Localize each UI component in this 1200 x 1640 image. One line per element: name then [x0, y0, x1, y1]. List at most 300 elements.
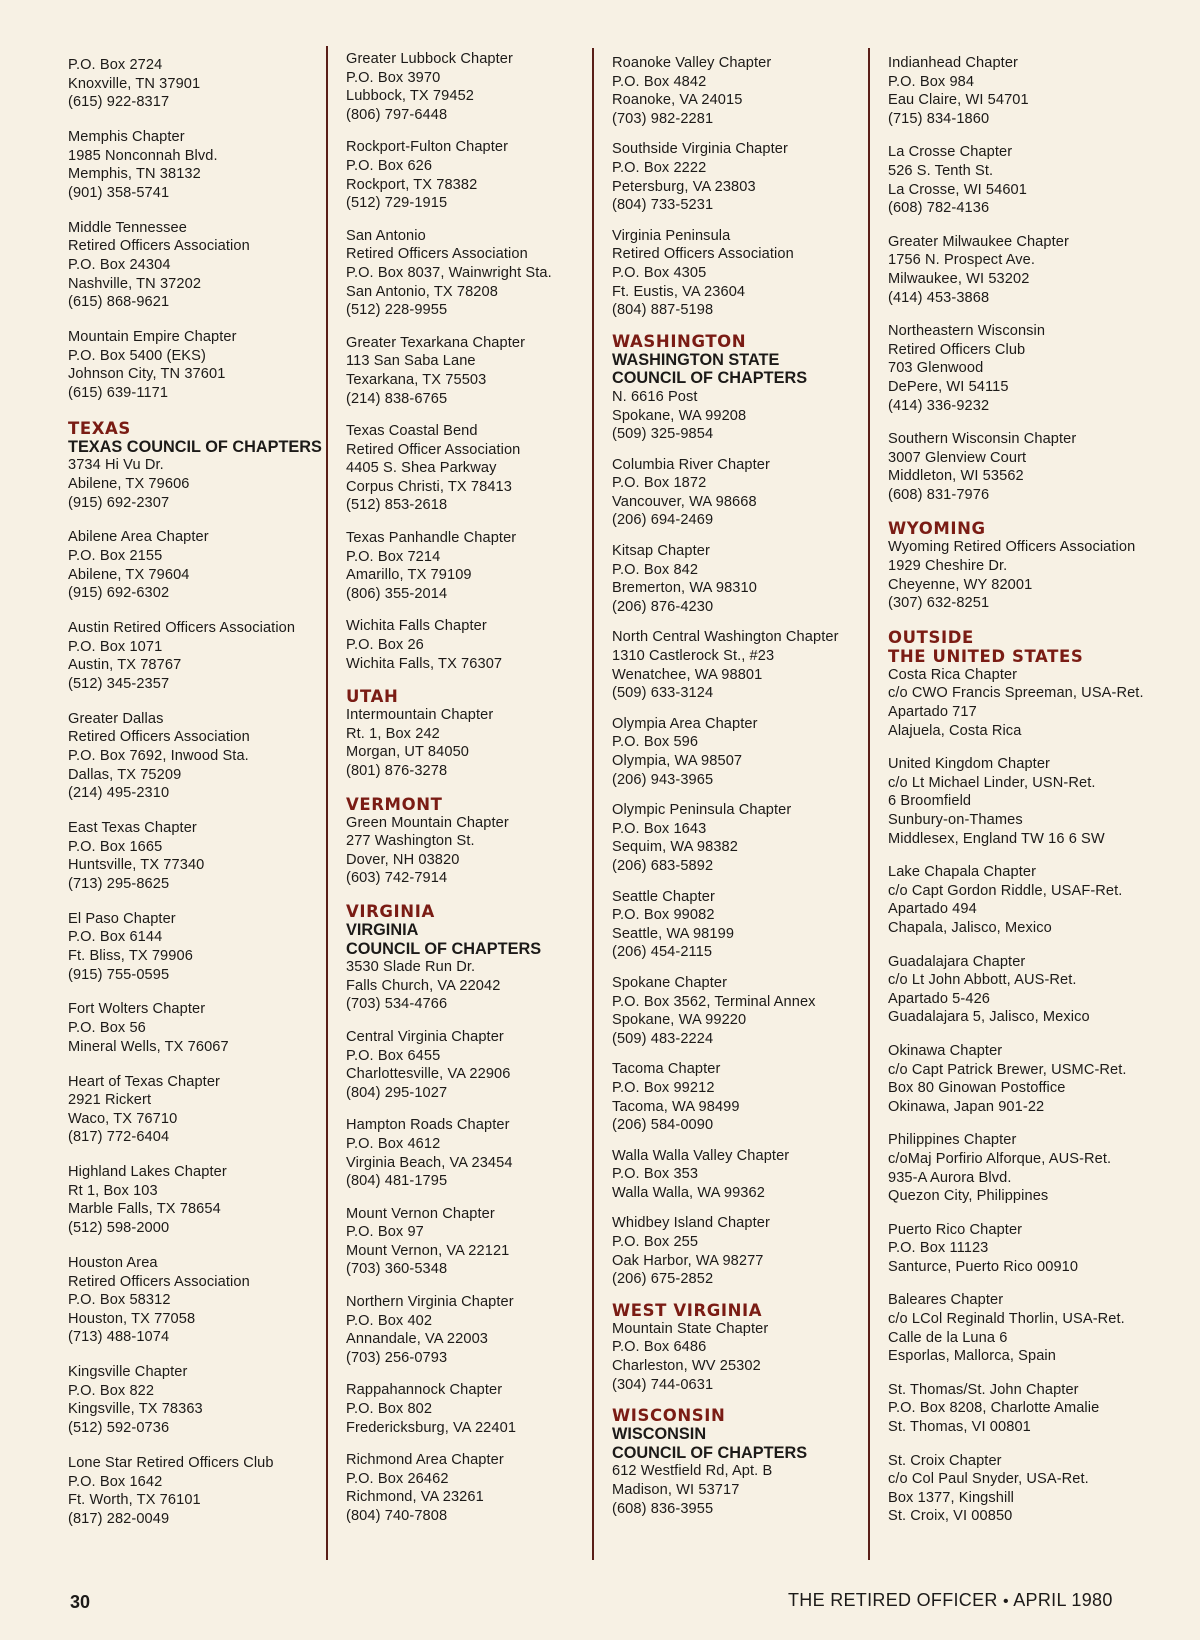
- address-line: (915) 692-6302: [68, 585, 170, 602]
- address-block: [612, 388, 867, 444]
- address-line: (901) 358-5741: [68, 184, 170, 201]
- publication-title: THE RETIRED OFFICER: [788, 1590, 998, 1610]
- address-line: (509) 633-3124: [612, 685, 714, 702]
- chapter-entry: [888, 143, 1143, 217]
- council-name: VIRGINIA: [346, 920, 419, 939]
- address-line: Houston Area: [68, 1254, 158, 1271]
- address-line: (817) 772-6404: [68, 1129, 170, 1146]
- address-block: [68, 1454, 323, 1528]
- address-block: [612, 140, 867, 214]
- chapter-entry: [68, 128, 323, 202]
- address-line: Greater Dallas: [68, 710, 164, 727]
- address-line: 1756 N. Prospect Ave.: [888, 252, 1036, 269]
- address-line: United Kingdom Chapter: [888, 756, 1051, 773]
- address-line: Puerto Rico Chapter: [888, 1221, 1023, 1238]
- address-line: (414) 453-3868: [888, 289, 990, 306]
- address-line: (915) 755-0595: [68, 966, 170, 983]
- address-line: (206) 694-2469: [612, 512, 714, 529]
- state-heading: UTAH: [346, 687, 399, 707]
- address-block: [346, 617, 601, 673]
- state-heading: VIRGINIA: [346, 901, 435, 921]
- chapter-entry: [612, 888, 867, 962]
- address-line: Falls Church, VA 22042: [346, 977, 501, 994]
- address-line: Morgan, UT 84050: [346, 744, 470, 761]
- address-line: 935-A Aurora Blvd.: [888, 1169, 1012, 1186]
- address-line: Amarillo, TX 79109: [346, 567, 472, 584]
- chapter-entry: [346, 529, 601, 603]
- address-line: Okinawa, Japan 901-22: [888, 1098, 1045, 1115]
- chapter-entry: [888, 953, 1143, 1027]
- address-line: Chapala, Jalisco, Mexico: [888, 919, 1052, 936]
- address-block: [68, 619, 323, 693]
- council-name: COUNCIL OF CHAPTERS: [346, 939, 542, 958]
- address-block: [68, 128, 323, 202]
- address-line: Tacoma Chapter: [612, 1061, 721, 1078]
- address-block: [888, 538, 1143, 612]
- chapter-entry: [68, 910, 323, 984]
- address-line: Roanoke Valley Chapter: [612, 55, 772, 71]
- chapter-entry: [612, 1060, 867, 1134]
- address-block: [68, 910, 323, 984]
- address-line: St. Croix Chapter: [888, 1452, 1002, 1469]
- address-block: [346, 227, 601, 320]
- column-1: [68, 56, 323, 1545]
- address-block: [888, 863, 1143, 937]
- address-line: Spokane, WA 99220: [612, 1012, 747, 1029]
- chapter-entry: [346, 1116, 601, 1190]
- address-line: Santurce, Puerto Rico 00910: [888, 1258, 1079, 1275]
- address-line: Olympic Peninsula Chapter: [612, 802, 792, 819]
- address-line: c/o Capt Patrick Brewer, USMC-Ret.: [888, 1061, 1127, 1078]
- address-block: [346, 1293, 601, 1367]
- address-line: La Crosse, WI 54601: [888, 181, 1027, 198]
- address-line: Seattle, WA 98199: [612, 925, 735, 942]
- address-line: Baleares Chapter: [888, 1292, 1004, 1309]
- address-block: [68, 456, 323, 512]
- address-line: 703 Glenwood: [888, 360, 984, 377]
- address-line: (512) 729-1915: [346, 195, 448, 212]
- address-line: (206) 454-2115: [612, 944, 713, 961]
- address-line: Richmond Area Chapter: [346, 1452, 504, 1469]
- address-line: P.O. Box 24304: [68, 256, 171, 273]
- address-block: [612, 715, 867, 789]
- address-line: (615) 639-1171: [68, 384, 169, 401]
- chapter-entry: [346, 617, 601, 673]
- address-line: Wenatchee, WA 98801: [612, 666, 763, 683]
- address-line: Richmond, VA 23261: [346, 1489, 484, 1506]
- address-line: Apartado 717: [888, 704, 977, 721]
- address-block: [888, 755, 1143, 848]
- address-block: [68, 710, 323, 803]
- column-divider: [592, 48, 594, 1560]
- address-line: Oak Harbor, WA 98277: [612, 1252, 764, 1269]
- address-line: Charlottesville, VA 22906: [346, 1066, 511, 1083]
- chapter-entry: [68, 710, 323, 803]
- address-line: P.O. Box 2222: [612, 159, 707, 176]
- address-block: [888, 1291, 1143, 1365]
- address-line: Wyoming Retired Officers Association: [888, 539, 1136, 556]
- address-line: Philippines Chapter: [888, 1132, 1017, 1149]
- address-block: [68, 1163, 323, 1237]
- address-line: Tacoma, WA 98499: [612, 1098, 740, 1115]
- chapter-entry: [888, 54, 1143, 128]
- separator-bullet: •: [1003, 1593, 1009, 1610]
- address-line: Rt 1, Box 103: [68, 1182, 158, 1199]
- address-line: (512) 853-2618: [346, 497, 448, 514]
- address-line: (512) 592-0736: [68, 1420, 170, 1436]
- address-line: Middle Tennessee: [68, 219, 187, 236]
- address-line: Greater Texarkana Chapter: [346, 334, 526, 351]
- address-line: c/o Lt Michael Linder, USN-Ret.: [888, 774, 1096, 791]
- address-line: P.O. Box 26462: [346, 1470, 449, 1487]
- address-line: Retired Officers Association: [612, 246, 794, 263]
- address-line: Whidbey Island Chapter: [612, 1215, 770, 1232]
- address-block: [612, 54, 867, 128]
- council-name: COUNCIL OF CHAPTERS: [612, 1443, 808, 1462]
- address-line: Virginia Beach, VA 23454: [346, 1154, 513, 1171]
- address-line: P.O. Box 353: [612, 1166, 699, 1183]
- address-block: [888, 1131, 1143, 1205]
- chapter-entry: [888, 1042, 1143, 1116]
- address-line: (804) 733-5231: [612, 197, 714, 214]
- address-line: Hampton Roads Chapter: [346, 1117, 510, 1134]
- address-line: Kingsville Chapter: [68, 1364, 188, 1381]
- address-line: (615) 922-8317: [68, 94, 170, 111]
- address-block: [612, 974, 867, 1048]
- address-line: Abilene Area Chapter: [68, 529, 209, 546]
- address-line: Kitsap Chapter: [612, 543, 710, 560]
- address-block: [888, 430, 1143, 504]
- address-line: Okinawa Chapter: [888, 1042, 1003, 1059]
- address-block: [888, 143, 1143, 217]
- address-line: P.O. Box 4612: [346, 1135, 441, 1152]
- address-line: Apartado 494: [888, 901, 977, 918]
- address-block: [888, 1221, 1143, 1277]
- address-line: Lone Star Retired Officers Club: [68, 1454, 274, 1471]
- chapter-entry: [888, 863, 1143, 937]
- address-block: [346, 1028, 601, 1102]
- chapter-entry: [68, 1163, 323, 1237]
- chapter-entry: [346, 422, 601, 515]
- chapter-entry: [68, 819, 323, 893]
- address-line: Johnson City, TN 37601: [68, 366, 226, 383]
- address-line: Wichita Falls, TX 76307: [346, 655, 503, 672]
- address-line: 3734 Hi Vu Dr.: [68, 457, 164, 474]
- address-line: 113 San Saba Lane: [346, 353, 476, 370]
- address-line: Rappahannock Chapter: [346, 1382, 503, 1399]
- address-line: c/o Capt Gordon Riddle, USAF-Ret.: [888, 882, 1123, 899]
- chapter-entry: [888, 322, 1143, 415]
- address-line: c/o Col Paul Snyder, USA-Ret.: [888, 1471, 1089, 1488]
- address-line: Olympia, WA 98507: [612, 753, 743, 769]
- state-section: [346, 687, 601, 780]
- address-line: (414) 336-9232: [888, 397, 990, 414]
- chapter-entry: [612, 542, 867, 616]
- address-line: DePere, WI 54115: [888, 378, 1009, 395]
- address-line: Dallas, TX 75209: [68, 766, 182, 783]
- address-line: Retired Officers Association: [68, 238, 250, 255]
- chapter-entry: [346, 1205, 601, 1279]
- address-line: 4405 S. Shea Parkway: [346, 460, 497, 477]
- address-line: Heart of Texas Chapter: [68, 1073, 220, 1090]
- address-line: (307) 632-8251: [888, 595, 990, 612]
- address-line: (512) 598-2000: [68, 1220, 170, 1237]
- address-line: P.O. Box 2155: [68, 548, 163, 565]
- chapter-entry: [346, 1451, 601, 1525]
- address-line: P.O. Box 1643: [612, 820, 707, 837]
- address-line: P.O. Box 6455: [346, 1047, 441, 1064]
- address-line: East Texas Chapter: [68, 820, 197, 837]
- chapter-entry: [888, 430, 1143, 504]
- address-line: Quezon City, Philippines: [888, 1188, 1049, 1205]
- address-line: P.O. Box 1642: [68, 1473, 163, 1490]
- address-line: Nashville, TN 37202: [68, 275, 202, 292]
- address-block: [68, 1000, 323, 1056]
- address-line: Texas Panhandle Chapter: [346, 530, 517, 547]
- address-line: (608) 831-7976: [888, 486, 990, 503]
- address-line: Alajuela, Costa Rica: [888, 722, 1022, 739]
- address-line: P.O. Box 7214: [346, 548, 441, 565]
- address-line: (703) 534-4766: [346, 996, 448, 1013]
- state-section: [888, 628, 1143, 740]
- address-line: Costa Rica Chapter: [888, 666, 1018, 683]
- address-line: c/o Lt John Abbott, AUS-Ret.: [888, 972, 1077, 989]
- address-line: Ft. Worth, TX 76101: [68, 1492, 201, 1509]
- address-block: [612, 888, 867, 962]
- address-line: (715) 834-1860: [888, 110, 990, 127]
- address-block: [68, 1254, 323, 1347]
- address-line: (603) 742-7914: [346, 870, 448, 887]
- address-line: P.O. Box 3562, Terminal Annex: [612, 993, 816, 1010]
- address-line: Spokane, WA 99208: [612, 407, 747, 424]
- state-section: [346, 795, 601, 888]
- council-name: TEXAS COUNCIL OF CHAPTERS: [68, 437, 322, 456]
- address-line: (206) 675-2852: [612, 1271, 714, 1288]
- address-block: [612, 1214, 867, 1288]
- address-line: Marble Falls, TX 78654: [68, 1201, 221, 1218]
- chapter-entry: [888, 1131, 1143, 1205]
- address-line: Columbia River Chapter: [612, 456, 770, 473]
- address-line: (608) 836-3955: [612, 1500, 714, 1517]
- address-line: (608) 782-4136: [888, 200, 990, 217]
- chapter-entry: [68, 56, 323, 112]
- address-block: [68, 819, 323, 893]
- address-line: Dover, NH 03820: [346, 851, 460, 868]
- issue-date: APRIL 1980: [1013, 1590, 1113, 1610]
- address-line: (509) 483-2224: [612, 1030, 714, 1047]
- council-name: WASHINGTON STATE: [612, 350, 780, 369]
- address-line: St. Thomas/St. John Chapter: [888, 1381, 1079, 1398]
- address-line: Memphis Chapter: [68, 129, 185, 146]
- address-line: Middlesex, England TW 16 6 SW: [888, 830, 1105, 847]
- address-block: [346, 529, 601, 603]
- address-block: [346, 1451, 601, 1525]
- chapter-entry: [68, 1073, 323, 1147]
- address-line: Wichita Falls Chapter: [346, 618, 487, 635]
- address-line: Memphis, TN 38132: [68, 166, 201, 183]
- address-line: Greater Milwaukee Chapter: [888, 233, 1069, 250]
- address-line: 6 Broomfield: [888, 793, 972, 810]
- address-line: (304) 744-0631: [612, 1376, 714, 1393]
- address-line: Apartado 5-426: [888, 990, 991, 1007]
- address-line: P.O. Box 1665: [68, 838, 163, 855]
- address-line: North Central Washington Chapter: [612, 629, 839, 646]
- address-line: Mount Vernon Chapter: [346, 1205, 495, 1222]
- address-line: Southside Virginia Chapter: [612, 141, 788, 158]
- address-line: P.O. Box 8208, Charlotte Amalie: [888, 1400, 1100, 1417]
- chapter-entry: [612, 801, 867, 875]
- chapter-entry: [68, 1254, 323, 1347]
- address-line: Rt. 1, Box 242: [346, 725, 440, 742]
- address-line: 1310 Castlerock St., #23: [612, 648, 775, 665]
- state-section: [612, 332, 867, 444]
- address-line: P.O. Box 984: [888, 73, 975, 90]
- chapter-entry: [888, 1381, 1143, 1437]
- address-line: (801) 876-3278: [346, 763, 448, 779]
- address-line: (806) 355-2014: [346, 585, 448, 602]
- address-line: Mount Vernon, VA 22121: [346, 1242, 510, 1259]
- address-line: Annandale, VA 22003: [346, 1331, 489, 1348]
- address-line: (804) 740-7808: [346, 1508, 448, 1524]
- address-line: P.O. Box 6144: [68, 929, 163, 946]
- address-line: Retired Officers Association: [68, 1273, 250, 1290]
- address-block: [346, 422, 601, 515]
- address-line: Austin, TX 78767: [68, 657, 182, 674]
- chapter-entry: [346, 1028, 601, 1102]
- chapter-entry: [612, 1214, 867, 1288]
- address-line: P.O. Box 8037, Wainwright Sta.: [346, 264, 552, 281]
- address-line: Highland Lakes Chapter: [68, 1164, 227, 1181]
- address-line: Texarkana, TX 75503: [346, 371, 487, 388]
- address-block: [68, 1073, 323, 1147]
- chapter-entry: [612, 628, 867, 702]
- address-block: [68, 328, 323, 402]
- chapter-entry: [888, 755, 1143, 848]
- address-line: Ft. Bliss, TX 79906: [68, 947, 193, 964]
- address-line: P.O. Box 402: [346, 1312, 433, 1329]
- address-line: 526 S. Tenth St.: [888, 162, 994, 179]
- address-line: 3530 Slade Run Dr.: [346, 959, 476, 976]
- address-line: Lubbock, TX 79452: [346, 88, 475, 105]
- address-line: (206) 876-4230: [612, 598, 714, 615]
- address-line: N. 6616 Post: [612, 388, 698, 405]
- address-block: [346, 138, 601, 212]
- state-heading: OUTSIDE: [888, 627, 974, 647]
- address-line: 1929 Cheshire Dr.: [888, 558, 1008, 575]
- chapter-entry: [612, 456, 867, 530]
- address-line: Knoxville, TN 37901: [68, 75, 201, 92]
- address-line: St. Croix, VI 00850: [888, 1508, 1013, 1525]
- address-line: Calle de la Luna 6: [888, 1329, 1008, 1346]
- address-line: Esporlas, Mallorca, Spain: [888, 1348, 1056, 1365]
- address-line: Cheyenne, WY 82001: [888, 576, 1033, 593]
- address-line: P.O. Box 4842: [612, 73, 707, 90]
- address-line: Fort Wolters Chapter: [68, 1001, 206, 1018]
- address-block: [68, 56, 323, 112]
- address-line: P.O. Box 56: [68, 1020, 146, 1037]
- chapter-entry: [612, 227, 867, 320]
- address-line: 2921 Rickert: [68, 1092, 152, 1109]
- address-line: (512) 228-9955: [346, 302, 448, 319]
- chapter-entry: [346, 227, 601, 320]
- council-name: WISCONSIN: [612, 1425, 707, 1444]
- address-line: P.O. Box 4305: [612, 264, 707, 281]
- address-line: Middleton, WI 53562: [888, 468, 1024, 485]
- address-block: [346, 706, 601, 780]
- address-line: Northeastern Wisconsin: [888, 323, 1046, 340]
- state-heading: THE UNITED STATES: [888, 646, 1084, 666]
- address-line: P.O. Box 626: [346, 157, 433, 174]
- address-line: P.O. Box 97: [346, 1224, 424, 1241]
- address-block: [346, 1381, 601, 1437]
- address-line: (806) 797-6448: [346, 106, 448, 123]
- address-line: Milwaukee, WI 53202: [888, 270, 1030, 287]
- address-line: P.O. Box 596: [612, 734, 699, 751]
- address-line: Mountain State Chapter: [612, 1320, 769, 1337]
- address-line: P.O. Box 822: [68, 1382, 155, 1399]
- address-line: Waco, TX 76710: [68, 1110, 178, 1127]
- address-line: Corpus Christi, TX 78413: [346, 478, 512, 495]
- address-line: P.O. Box 58312: [68, 1292, 171, 1309]
- state-section: [612, 1301, 867, 1394]
- address-line: P.O. Box 11123: [888, 1240, 989, 1257]
- address-line: El Paso Chapter: [68, 910, 176, 927]
- address-line: (214) 495-2310: [68, 785, 170, 802]
- address-block: [612, 1462, 867, 1518]
- state-section: [346, 902, 601, 1014]
- address-block: [888, 1381, 1143, 1437]
- chapter-entry: [612, 974, 867, 1048]
- address-block: [346, 334, 601, 408]
- address-line: Guadalajara Chapter: [888, 953, 1026, 970]
- address-block: [346, 814, 601, 888]
- address-block: [68, 528, 323, 602]
- address-line: P.O. Box 5400 (EKS): [68, 347, 206, 364]
- address-line: Bremerton, WA 98310: [612, 580, 757, 597]
- address-line: 612 Westfield Rd, Apt. B: [612, 1463, 773, 1480]
- address-line: Fredericksburg, VA 22401: [346, 1419, 517, 1436]
- address-block: [612, 1060, 867, 1134]
- address-line: P.O. Box 842: [612, 561, 699, 578]
- address-line: P.O. Box 1071: [68, 638, 163, 655]
- address-block: [346, 1116, 601, 1190]
- address-line: c/o LCol Reginald Thorlin, USA-Ret.: [888, 1311, 1125, 1328]
- chapter-entry: [612, 1147, 867, 1203]
- address-line: Petersburg, VA 23803: [612, 178, 756, 195]
- chapter-entry: [346, 1293, 601, 1367]
- address-line: Abilene, TX 79606: [68, 475, 190, 492]
- address-line: (512) 345-2357: [68, 675, 170, 692]
- council-name: COUNCIL OF CHAPTERS: [612, 369, 808, 388]
- address-line: Indianhead Chapter: [888, 55, 1019, 71]
- address-line: Guadalajara 5, Jalisco, Mexico: [888, 1009, 1090, 1026]
- chapter-entry: [346, 138, 601, 212]
- address-line: (713) 295-8625: [68, 875, 170, 892]
- chapter-entry: [68, 528, 323, 602]
- state-section: [612, 1406, 867, 1518]
- address-block: [612, 542, 867, 616]
- state-heading: WEST VIRGINIA: [612, 1300, 763, 1320]
- address-block: [612, 227, 867, 320]
- address-line: (509) 325-9854: [612, 426, 714, 443]
- address-line: Mineral Wells, TX 76067: [68, 1038, 229, 1055]
- address-line: (206) 683-5892: [612, 857, 714, 874]
- address-block: [888, 1042, 1143, 1116]
- column-4: [888, 54, 1143, 1541]
- address-line: Rockport-Fulton Chapter: [346, 139, 509, 156]
- address-line: Spokane Chapter: [612, 974, 728, 991]
- address-block: [612, 801, 867, 875]
